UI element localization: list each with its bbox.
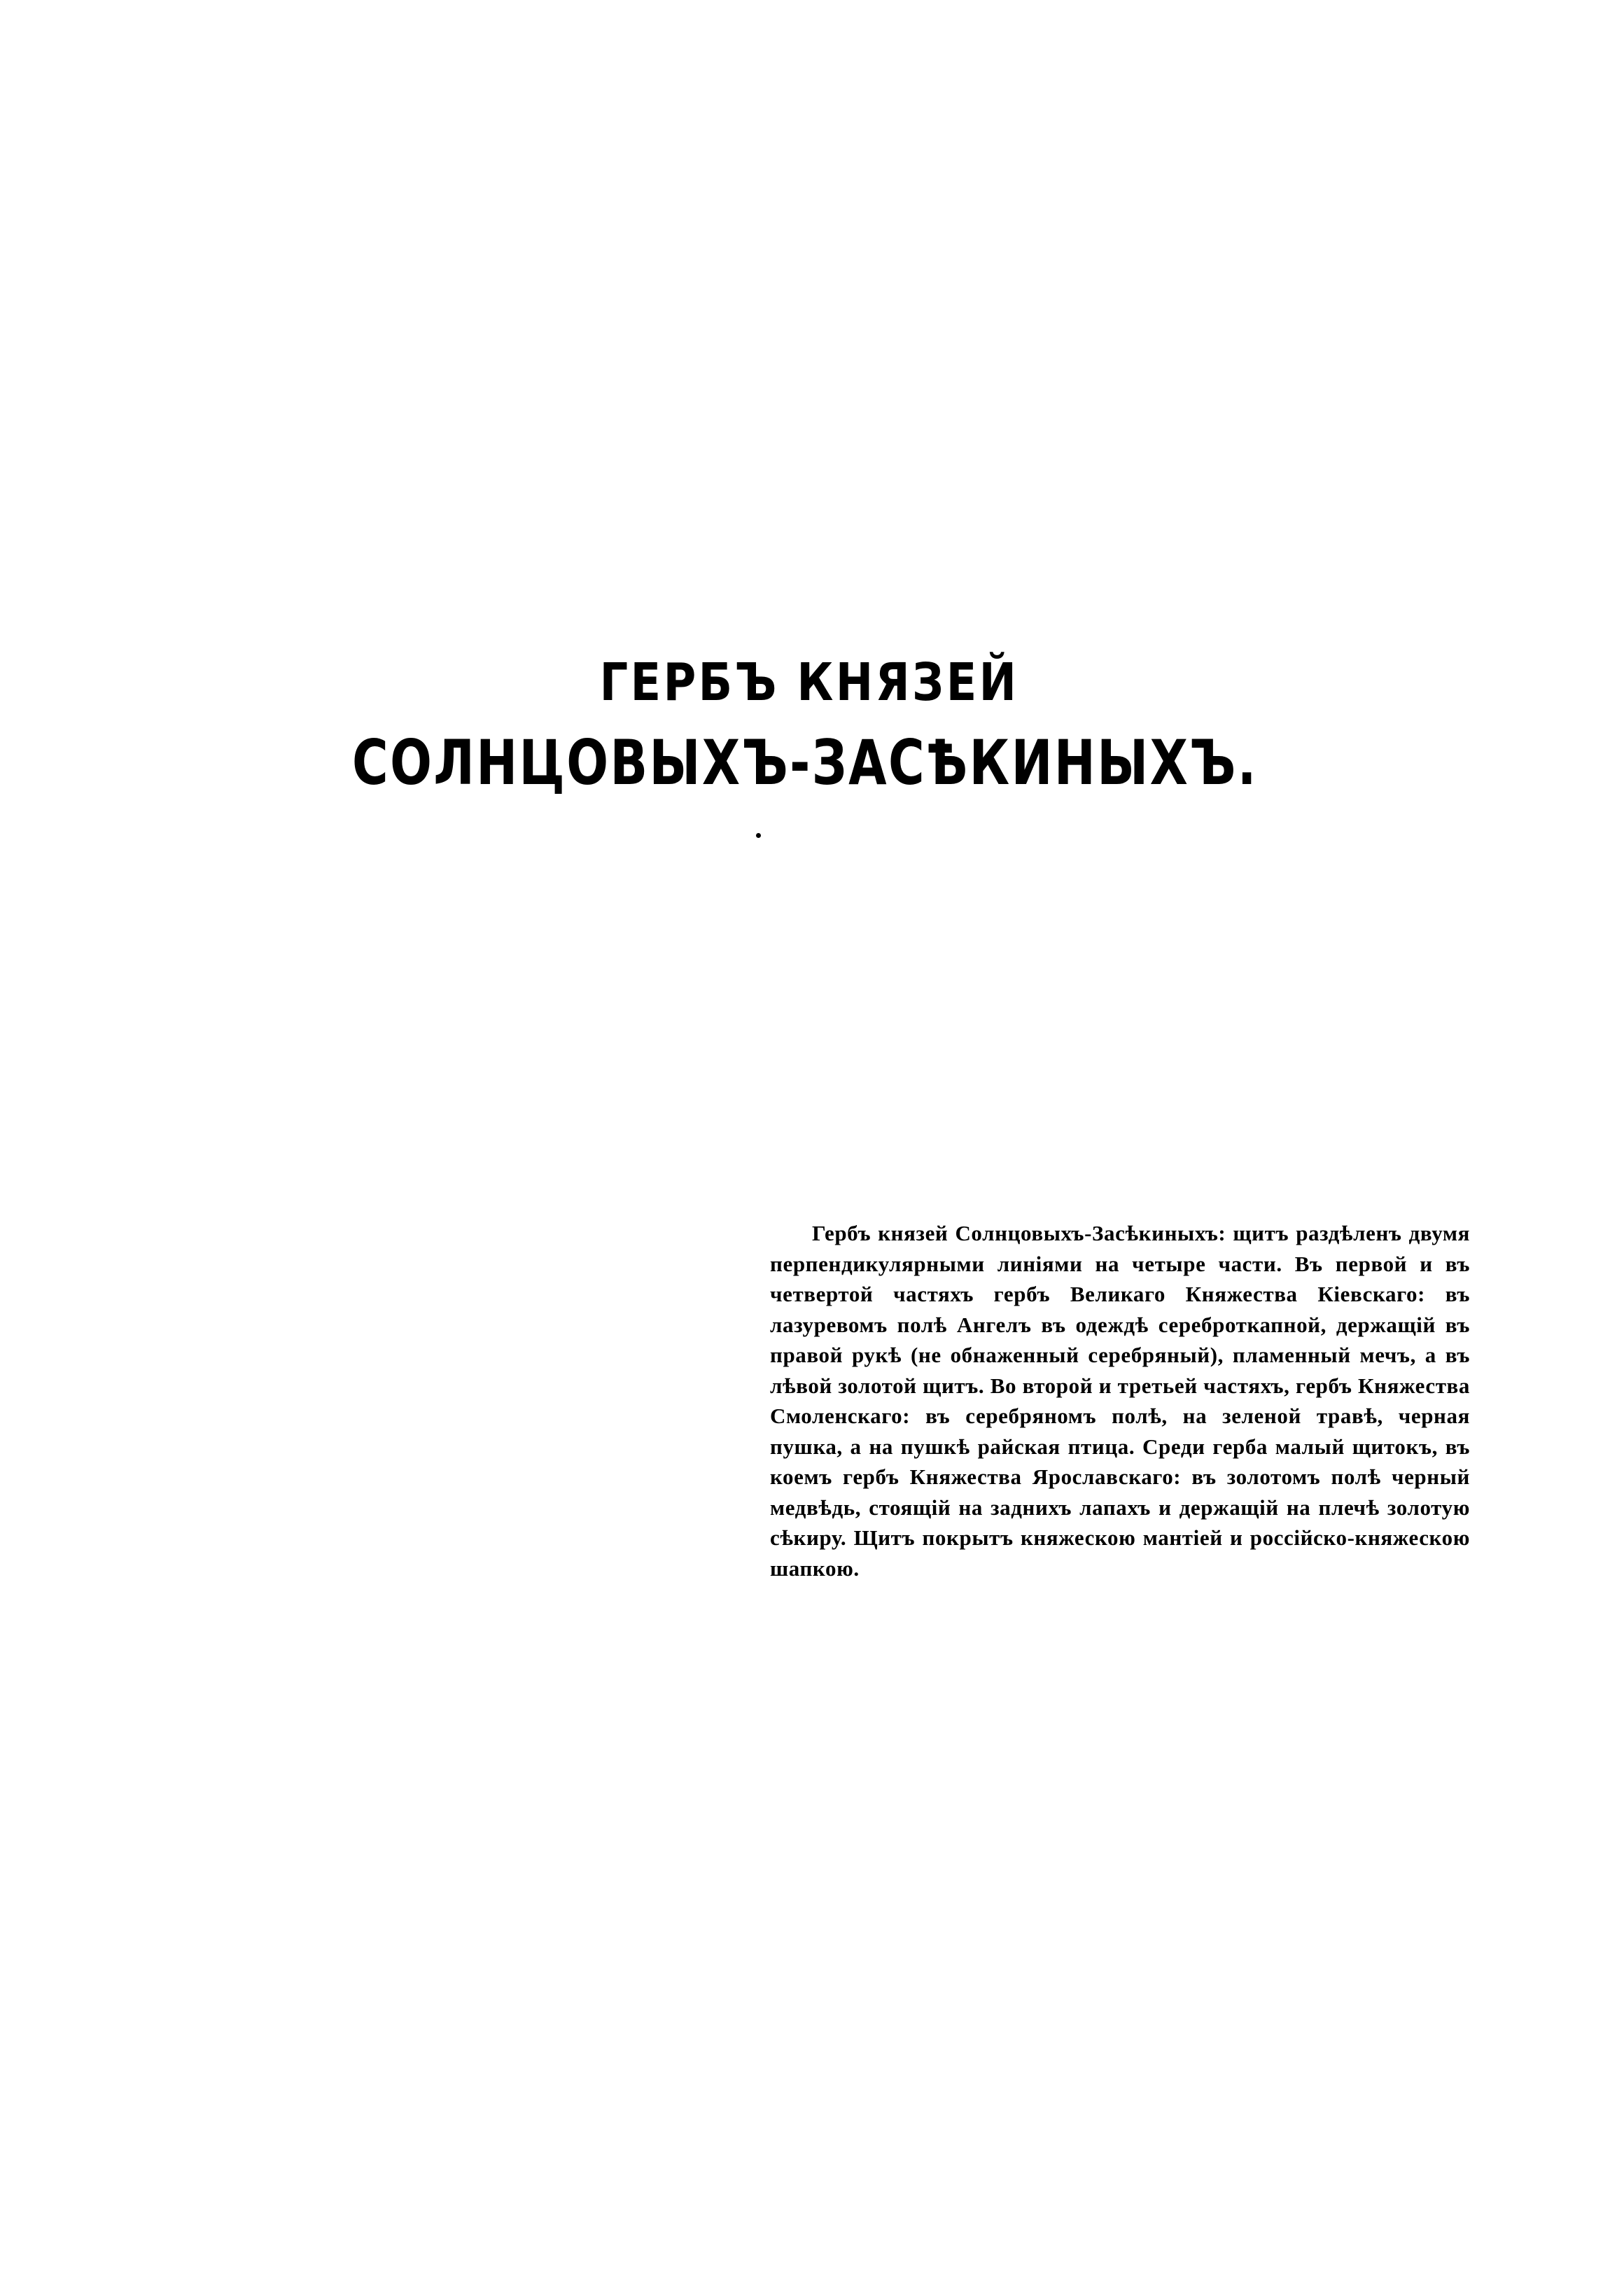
title-line-2: СОЛНЦОВЫХЪ-ЗАСѢКИНЫХЪ. [352,727,1258,799]
page-title [0,648,1624,809]
decorative-dot [756,833,761,838]
description-text: Гербъ князей Солнцовыхъ-Засѣкиныхъ: щитъ раздѣленъ двумя перпендикулярными линіями на четыре части. Въ первой и въ четвертой частяхъ гербъ Великаго Княжества Кіевскаго: въ лазуревомъ полѣ Ангелъ въ одеждѣ сереброткапной, держащій въ правой рукѣ (не обнаженный серебряный), пламенный мечъ, а въ лѣвой золотой щитъ. Во второй и третьей частяхъ, гербъ Княжества Смоленскаго: въ серебряномъ полѣ, на зеленой травѣ, черная пушка, а на пушкѣ райская птица. Среди герба малый щитокъ, въ коемъ гербъ Княжества Ярославскаго: въ золотомъ полѣ черный медвѣдь, стоящій на заднихъ лапахъ и держащій на плечѣ золотую сѣкиру. Щитъ покрытъ княжескою мантіей и россійско-княжескою шапкою. [770,1221,1470,1581]
coat-of-arms-description [770,1218,1470,1583]
title-line-1: ГЕРБЪ КНЯЗЕЙ [599,652,1019,713]
